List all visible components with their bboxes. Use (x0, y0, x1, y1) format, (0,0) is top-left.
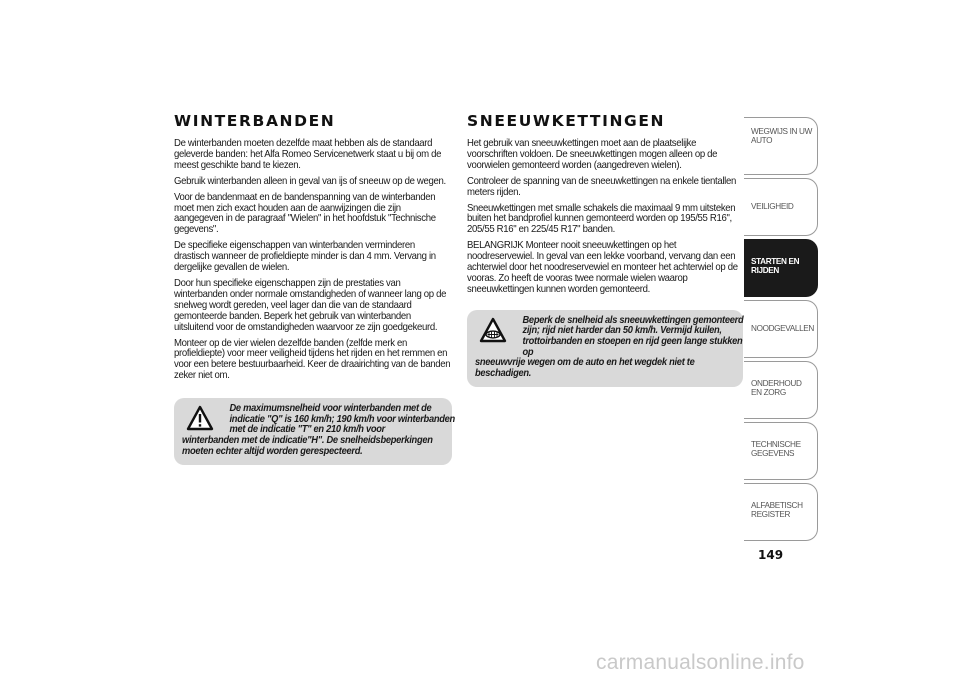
tab-label: NOODGEVALLEN (751, 324, 814, 333)
watermark: carmanualsonline.info (596, 651, 805, 674)
tab-starten-en-rijden[interactable] (744, 239, 818, 297)
tab-label: STARTEN EN RIJDEN (751, 257, 800, 275)
warning-text (182, 404, 456, 457)
section-heading-snow-chains: SNEEUWKETTINGEN (467, 112, 666, 130)
winter-tyres-section (174, 112, 455, 465)
tab-label: ONDERHOUD EN ZORG (751, 379, 802, 397)
paragraph: De winterbanden moeten dezelfde maat hebben als de standaard geleverde banden: het Alfa Romeo Servicenetwerk staat u bij om de meest geschikte band te kiezen. (174, 138, 442, 171)
tab-label: VEILIGHEID (751, 202, 794, 211)
tab-veiligheid[interactable] (744, 178, 818, 236)
paragraph: Door hun specifieke eigenschappen zijn de prestaties van winterbanden onder normale omstandigheden of wanneer lang op de snelweg wordt gereden, veel lager dan die van de standaard gemonteerde banden. Beperk het gebruik van winterbanden uitsluitend voor de omstandigheden waarvoor ze zijn goedgekeurd. (174, 277, 447, 333)
tab-label: ALFABETISCH REGISTER (751, 501, 803, 519)
paragraph: BELANGRIJK Monteer nooit sneeuwkettingen op het noodreservewiel. In geval van een lekke voorband, vervang dan een achterwiel door het noodreservewiel en monteer het achterwiel op de vooras. Zo heeft de vooras twee normale wielen waarop sneeuwkettingen kunnen worden gemonteerd. (467, 240, 738, 295)
paragraph: Sneeuwkettingen met smalle schakels die maximaal 9 mm uitsteken buiten het bandprofiel kunnen gemonteerd worden op 195/55 R16", 205/55 R16" en 225/45 R17" banden. (467, 202, 736, 236)
tab-onderhoud-en-zorg[interactable] (744, 361, 818, 419)
tab-technische-gegevens[interactable] (744, 422, 818, 480)
section-heading-winter-tyres: WINTERBANDEN (174, 112, 336, 130)
paragraph: Het gebruik van sneeuwkettingen moet aan de plaatselijke voorschriften voldoen. De sneeuwkettingen mogen alleen op de voorwielen gemonteerd worden (aangedreven wielen). (467, 138, 718, 171)
paragraph: Gebruik winterbanden alleen in geval van ijs of sneeuw op de wegen. (174, 175, 446, 187)
paragraph: Voor de bandenmaat en de bandenspanning van de winterbanden moet men zich exact houden aan de aanwijzingen die zijn aangegeven in de paragraaf "Wielen" in het hoofdstuk "Technische gegevens". (174, 191, 436, 236)
warning-text (475, 316, 749, 380)
chapter-tabs (744, 117, 818, 545)
tab-alfabetisch-register[interactable] (744, 483, 818, 541)
snow-chains-section (467, 112, 743, 387)
warning-text-rest: sneeuwvrije wegen om de auto en het wegdek niet te beschadigen. (475, 357, 695, 379)
warning-box-snow-chains (467, 310, 743, 388)
tab-wegwijs-in-uw-auto[interactable] (744, 117, 818, 175)
warning-text-indented: De maximumsnelheid voor winterbanden met de indicatie "Q" is 160 km/h; 190 km/h voor winterbanden met de indicatie "T" en 210 km/h voor (229, 403, 455, 436)
warning-text-indented: Beperk de snelheid als sneeuwkettingen gemonteerd zijn; rijd niet harder dan 50 km/h. Vermijd kuilen, trottoirbanden en stoepen en rijd geen lange stukken op (522, 314, 744, 358)
paragraph: Monteer op de vier wielen dezelfde banden (zelfde merk en profieldiepte) voor meer veiligheid tijdens het rijden en het remmen en voor een betere bestuurbaarheid. Keer de draairichting van de banden zeker niet om. (174, 337, 451, 382)
paragraph: Controleer de spanning van de sneeuwkettingen na enkele tientallen meters rijden. (467, 175, 736, 198)
tab-label: TECHNISCHE GEGEVENS (751, 440, 801, 458)
paragraph: De specifieke eigenschappen van winterbanden verminderen drastisch wanneer de profieldiepte minder is dan 4 mm. Vervang in dergelijke gevallen de wielen. (174, 240, 436, 274)
tab-label: WEGWIJS IN UW AUTO (751, 127, 812, 145)
warning-box-speed-limit (174, 398, 455, 465)
warning-text-rest: winterbanden met de indicatie"H". De snelheidsbeperkingen moeten echter altijd worden gerespecteerd. (182, 434, 433, 457)
page-number: 149 (758, 548, 784, 562)
tab-noodgevallen[interactable] (744, 300, 818, 358)
